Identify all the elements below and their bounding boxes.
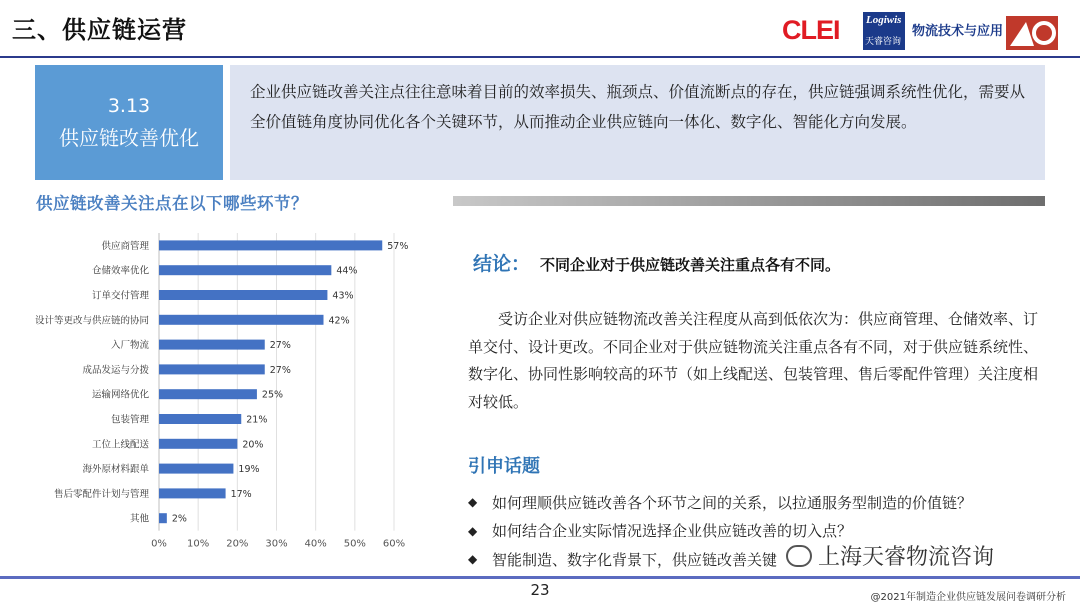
x-tick-label: 20% — [226, 538, 249, 550]
bar — [159, 464, 233, 474]
bar — [159, 389, 257, 399]
list-item — [468, 488, 972, 517]
category-label: 包装管理 — [110, 414, 149, 426]
ap-logo-icon — [1006, 16, 1058, 50]
conclusion-text: 不同企业对于供应链改善关注重点各有不同。 — [540, 256, 841, 274]
page-section-title: 三、供应链运营 — [12, 16, 187, 44]
category-label: 入厂物流 — [110, 340, 149, 352]
category-label: 订单交付管理 — [91, 290, 149, 302]
wechat-watermark — [786, 540, 994, 571]
bar — [159, 265, 331, 275]
topic-text: 如何结合企业实际情况选择企业供应链改善的切入点？ — [492, 522, 853, 541]
header-divider — [0, 56, 1080, 58]
section-number: 3.13 — [107, 95, 151, 117]
bar-chart — [0, 228, 440, 558]
intro-panel — [230, 65, 1045, 180]
value-label: 19% — [238, 464, 260, 476]
value-label: 43% — [332, 290, 354, 302]
value-label: 27% — [269, 364, 291, 376]
clei-logo: CLEI — [782, 15, 840, 45]
wechat-account: 上海天睿物流咨询 — [818, 545, 995, 570]
bar — [159, 513, 167, 523]
wuliu-logo: 物流技术与应用 — [912, 24, 1004, 39]
logiwis-logo-text: Logiwis — [866, 14, 902, 26]
footer-note: @2021年制造企业供应链发展问卷调研分析 — [870, 592, 1066, 603]
topic-text: 智能制造、数字化背景下，供应链改善关键 — [492, 550, 778, 569]
logiwis-logo — [863, 12, 905, 50]
x-tick-label: 40% — [304, 538, 327, 550]
section-box — [35, 65, 223, 180]
bar — [159, 340, 265, 350]
section-name: 供应链改善优化 — [59, 126, 199, 150]
bar — [159, 439, 237, 449]
conclusion-label: 结论： — [473, 253, 531, 275]
category-label: 设计等更改与供应链的协同 — [34, 315, 149, 327]
category-label: 其他 — [129, 513, 149, 525]
category-label: 仓储效率优化 — [91, 265, 149, 277]
bar — [159, 414, 241, 424]
gradient-divider — [453, 196, 1045, 206]
value-label: 17% — [230, 488, 252, 500]
topics-title: 引申话题 — [468, 456, 540, 477]
diamond-bullet-icon: ◆ — [468, 523, 478, 538]
wechat-icon — [786, 545, 812, 567]
category-label: 工位上线配送 — [91, 439, 149, 451]
category-label: 海外原材料跟单 — [82, 464, 149, 476]
value-label: 20% — [242, 439, 264, 451]
bar — [159, 488, 226, 498]
value-label: 21% — [246, 414, 268, 426]
bar — [159, 315, 324, 325]
x-tick-label: 10% — [187, 538, 210, 550]
intro-text: 企业供应链改善关注点往往意味着目前的效率损失、瓶颈点、价值流断点的存在，供应链强调系统性优化，需要从全价值链角度协同优化各个关键环节，从而推动企业供应链向一体化、数字化、智能化方向发展。 — [250, 83, 1026, 131]
logiwis-logo-subtext: 天睿咨询 — [865, 37, 902, 47]
topic-text: 如何理顺供应链改善各个环节之间的关系，以拉通服务型制造的价值链？ — [492, 493, 973, 512]
bar — [159, 240, 382, 250]
x-tick-label: 50% — [343, 538, 366, 550]
footer-divider — [0, 576, 1080, 579]
page-number: 23 — [530, 581, 550, 599]
category-label: 供应商管理 — [101, 240, 149, 252]
chart-title: 供应链改善关注点在以下哪些环节？ — [36, 194, 308, 213]
value-label: 27% — [269, 340, 291, 352]
category-label: 成品发运与分拨 — [82, 364, 149, 376]
x-tick-label: 60% — [382, 538, 406, 550]
diamond-bullet-icon: ◆ — [468, 495, 478, 510]
diamond-bullet-icon: ◆ — [468, 552, 478, 567]
value-label: 25% — [261, 389, 284, 401]
value-label: 44% — [336, 265, 358, 277]
x-tick-label: 30% — [265, 538, 288, 550]
bar — [159, 290, 327, 300]
x-tick-label: 0% — [151, 538, 167, 550]
value-label: 2% — [171, 513, 187, 525]
category-label: 售后零配件计划与管理 — [53, 488, 149, 500]
value-label: 57% — [387, 240, 409, 252]
category-label: 运输网络优化 — [91, 389, 149, 401]
body-paragraph: 受访企业对供应链物流改善关注程度从高到低依次为：供应商管理、仓储效率、订单交付、设计更改。不同企业对于供应链物流关注重点各有不同，对于供应链系统性、数字化、协同性影响较高的环节（如上线配送、包装管理、售后零配件管理）关注度相对较低。 — [468, 310, 1039, 411]
value-label: 42% — [328, 315, 350, 327]
bar — [159, 364, 265, 374]
